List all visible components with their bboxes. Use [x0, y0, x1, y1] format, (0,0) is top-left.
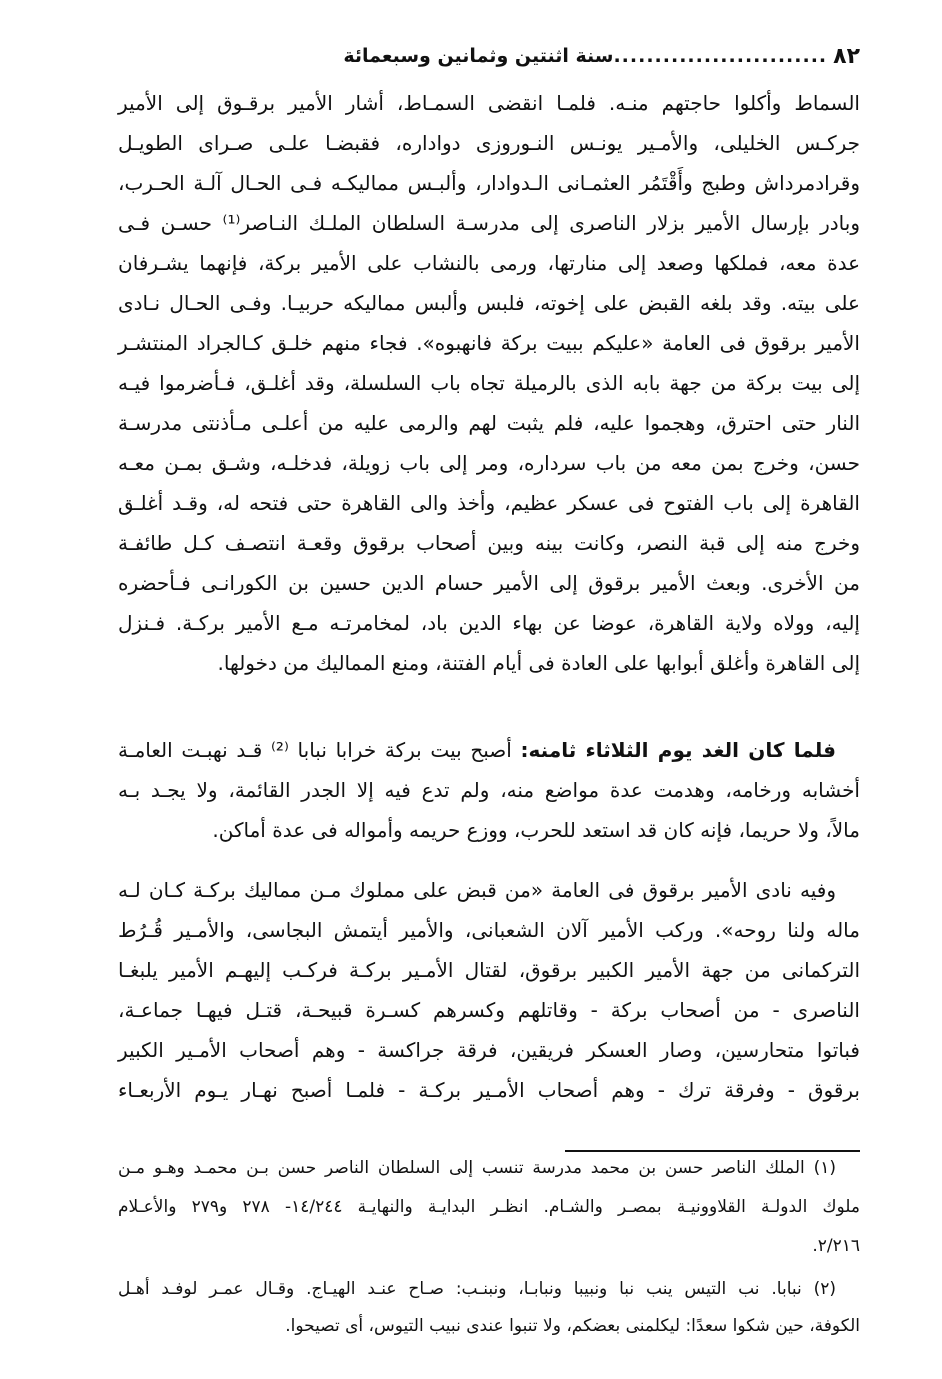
- paragraph-1-line: وبادر بإرسال الأمير بزلار الناصرى إلى مدرسـة السلطان الملـك النـاصر⁽¹⁾ حسـن فـى: [118, 211, 860, 235]
- paragraph-1-line: إلى القاهرة وأغلق أبوابها على العادة فى أيام الفتنة، ومنع المماليك من دخولها.: [217, 651, 860, 675]
- paragraph-3-line: التركمانى من جهة الأمير الكبير برقوق، لقتال الأمـير بركـة فركـب إليهـم الأمير يلبغـا: [118, 958, 860, 982]
- paragraph-3-line: وفيه نادى الأمير برقوق فى العامة «من قبض على مملوك مـن مماليك بركـة كـان لـه: [118, 878, 836, 902]
- paragraph-text: أصبح بيت بركة خرابا نبابا ⁽²⁾ قـد نهبـت العامـة: [118, 738, 512, 762]
- page-number: ٨٢: [833, 43, 860, 69]
- paragraph-3-line: الناصرى - من أصحاب بركة - وقاتلهم وكسرهم كسـرة قبيحـة، قتـل فيهـا جماعـة،: [118, 998, 860, 1022]
- paragraph-1-line: وقرادمرداش وطبج وأَقْتَمُر العثمـانى الـدوادار، وألبـس مماليكـه فـى الحـال آلـة الحـرب،: [118, 171, 860, 195]
- running-header: [118, 38, 860, 74]
- paragraph-1-line: عدة معه، فملكها وصعد إلى منارتها، ورمى بالنشاب على الأمير بركة، فإنهما يشـرفان: [118, 251, 860, 275]
- running-title: سنة اثنتين وثمانين وسبعمائة: [343, 45, 614, 67]
- paragraph-2-line: مالاً، ولا حريما، فإنه كان قد استعد للحرب، ووزع حريمه وأمواله فى عدة أماكن.: [212, 818, 860, 842]
- paragraph-1-line: وخرج منه إلى قبة النصر، وكانت بينه وبين أصحاب برقوق وقعـة انتصـف كـل طائفـة: [118, 531, 860, 555]
- paragraph-3-line: ماله ولنا روحه». وركب الأمير آلان الشعبانى، والأمير أيتمش البجاسى، والأمـير قُـرُط: [118, 918, 860, 942]
- paragraph-1-line: جركـس الخليلى، والأمـير يونـس النـوروزى دواداره، فقبضـا علـى صـراى الطويـل: [118, 131, 860, 155]
- paragraph-1-line: إلى بيت بركة من جهة بابه الذى بالرميلة تجاه باب السلسلة، وقد أغلـق، فـأضرموا فيـه: [118, 371, 860, 395]
- paragraph-1-line: النار حتى احترق، وهجموا عليه، فلم يثبت لهم والرمى عليه من أعلـى مـأذنتى مدرسـة: [118, 411, 860, 435]
- paragraph-2-line: [118, 732, 860, 768]
- paragraph-3-line: فباتوا متحارسين، وصار العسكر فريقين، فرقة جراكسة - وهم أصحاب الأمـير الكبير: [118, 1038, 860, 1062]
- footnote-2-line: الكوفة، حين شكوا سعدًا: ليكلمنى بعضكم، ولا تنبوا عندى نبيب التيوس، أى تصيحوا.: [285, 1316, 860, 1336]
- footnote-1-line: (١) الملك الناصر حسن بن محمد مدرسة تنسب إلى السلطان الناصر حسن بـن محمـد وهـو مـن: [118, 1158, 836, 1178]
- paragraph-1-line: إليه، وولاه ولاية القاهرة، عوضا عن بهاء الدين باد، لمخامرتـه مـع الأمير بركـة. فـنزل: [118, 611, 860, 635]
- footnote-2-line: (٢) نبابا. نب التيس ينب نبا ونبيبا ونبابـا، ونبنـب: صـاح عنـد الهيـاج. وقـال عمـر لوفـد أهـل: [118, 1279, 836, 1299]
- paragraph-1-line: القاهرة إلى باب الفتوح فى عسكر عظيم، وأخذ والى القاهرة حتى فتحه له، وقـد أغلـق: [118, 491, 860, 515]
- header-dots: ..........................: [613, 45, 828, 67]
- paragraph-1-line: حسن، وخرج بمن معه من باب سرداره، ومر إلى باب زويلة، فدخلـه، وشـق بمـن معـه: [118, 451, 860, 475]
- paragraph-1-line: السماط وأكلوا حاجتهم منـه. فلمـا انقضى السمـاط، أشار الأمير برقـوق إلى الأمير: [118, 91, 860, 115]
- paragraph-2-line: أخشابه ورخامه، وهدمت عدة مواضع منه، ولم تدع فيه إلا الجدر القائمة، ولا يجـد بـه: [118, 778, 860, 802]
- paragraph-lead: فلما كان الغد يوم الثلاثاء ثامنه:: [520, 738, 836, 762]
- paragraph-1-line: من الأخرى. وبعث الأمير برقوق إلى الأمير حسام الدين حسين بن الكورانـى فـأحضره: [118, 571, 860, 595]
- paragraph-1-line: الأمير برقوق فى العامة «عليكم ببيت بركة فانهبوه». فجاء منهم خلـق كـالجراد المنتشـر: [118, 331, 860, 355]
- paragraph-1-line: على بيته. وقد بلغه القبض على إخوته، فلبس وألبس مماليكه حربيـا. وفـى الحـال نـادى: [118, 291, 860, 315]
- footnote-1-line: ملوك الدولـة القلاوونيـة بمصـر والشـام. انظـر البدايـة والنهايـة ١٤/٢٤٤- ٢٧٨ و٢٧٩ والأعـلام: [118, 1197, 860, 1217]
- paragraph-3-line: برقوق - وفرقة ترك - وهم أصحاب الأمـير بركـة - فلمـا أصبح نهـار يـوم الأربعـاء: [118, 1078, 860, 1102]
- footnote-1-line: ٢/٢١٦.: [812, 1236, 860, 1256]
